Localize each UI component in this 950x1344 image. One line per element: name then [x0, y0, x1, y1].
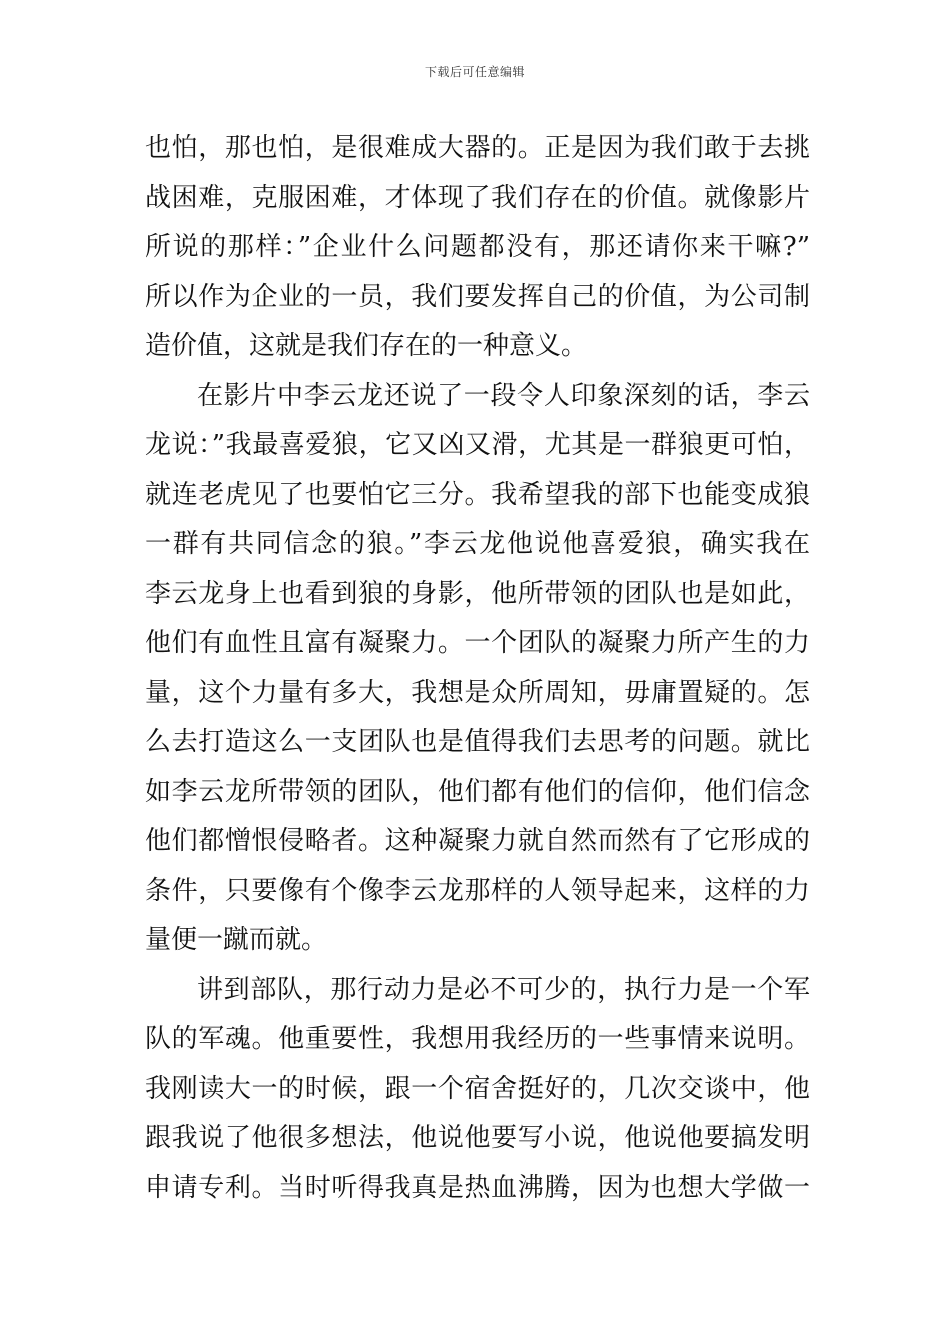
text-line: 量，这个力量有多大，我想是众所周知，毋庸置疑的。怎	[145, 677, 810, 708]
text-line: 如李云龙所带领的团队，他们都有他们的信仰，他们信念	[145, 776, 810, 807]
text-line: 么去打造这么一支团队也是值得我们去思考的问题。就比	[145, 727, 810, 757]
text-line: 队的军魂。他重要性，我想用我经历的一些事情来说明。	[145, 1024, 810, 1054]
text-line: 战困难，克服困难，才体现了我们存在的价值。就像影片	[145, 182, 810, 213]
text-line: 就连老虎见了也要怕它三分。我希望我的部下也能变成狼	[145, 479, 810, 510]
text-line: 跟我说了他很多想法，他说他要写小说，他说他要搞发明	[145, 1123, 810, 1153]
text-line: 也怕，那也怕，是很难成大器的。正是因为我们敢于去挑	[145, 133, 810, 163]
text-line: 一群有共同信念的狼。”李云龙他说他喜爱狼，确实我在	[145, 529, 810, 559]
body-text	[145, 124, 810, 1213]
text-line: 他们有血性且富有凝聚力。一个团队的凝聚力所产生的力	[145, 628, 810, 658]
text-line: 在影片中李云龙还说了一段令人印象深刻的话，李云	[197, 380, 810, 411]
text-line: 申请专利。当时听得我真是热血沸腾，因为也想大学做一	[145, 1172, 810, 1203]
text-line: 他们都憎恨侵略者。这种凝聚力就自然而然有了它形成的	[145, 826, 810, 856]
text-line: 所说的那样：”企业什么问题都没有，那还请你来干嘛?”	[145, 232, 810, 262]
text-line: 量便一蹴而就。	[145, 925, 328, 955]
text-line: 条件，只要像有个像李云龙那样的人领导起来，这样的力	[145, 875, 810, 906]
header-note: 下载后可任意编辑	[424, 65, 525, 79]
text-line: 我刚读大一的时候，跟一个宿舍挺好的，几次交谈中，他	[145, 1073, 810, 1104]
text-line: 李云龙身上也看到狼的身影，他所带领的团队也是如此，	[145, 578, 810, 609]
text-line: 讲到部队，那行动力是必不可少的，执行力是一个军	[197, 974, 810, 1005]
text-line: 造价值，这就是我们存在的一种意义。	[145, 331, 588, 361]
text-line: 龙说：”我最喜爱狼，它又凶又滑，尤其是一群狼更可怕，	[145, 430, 810, 460]
text-line: 所以作为企业的一员，我们要发挥自己的价值，为公司制	[145, 281, 810, 312]
